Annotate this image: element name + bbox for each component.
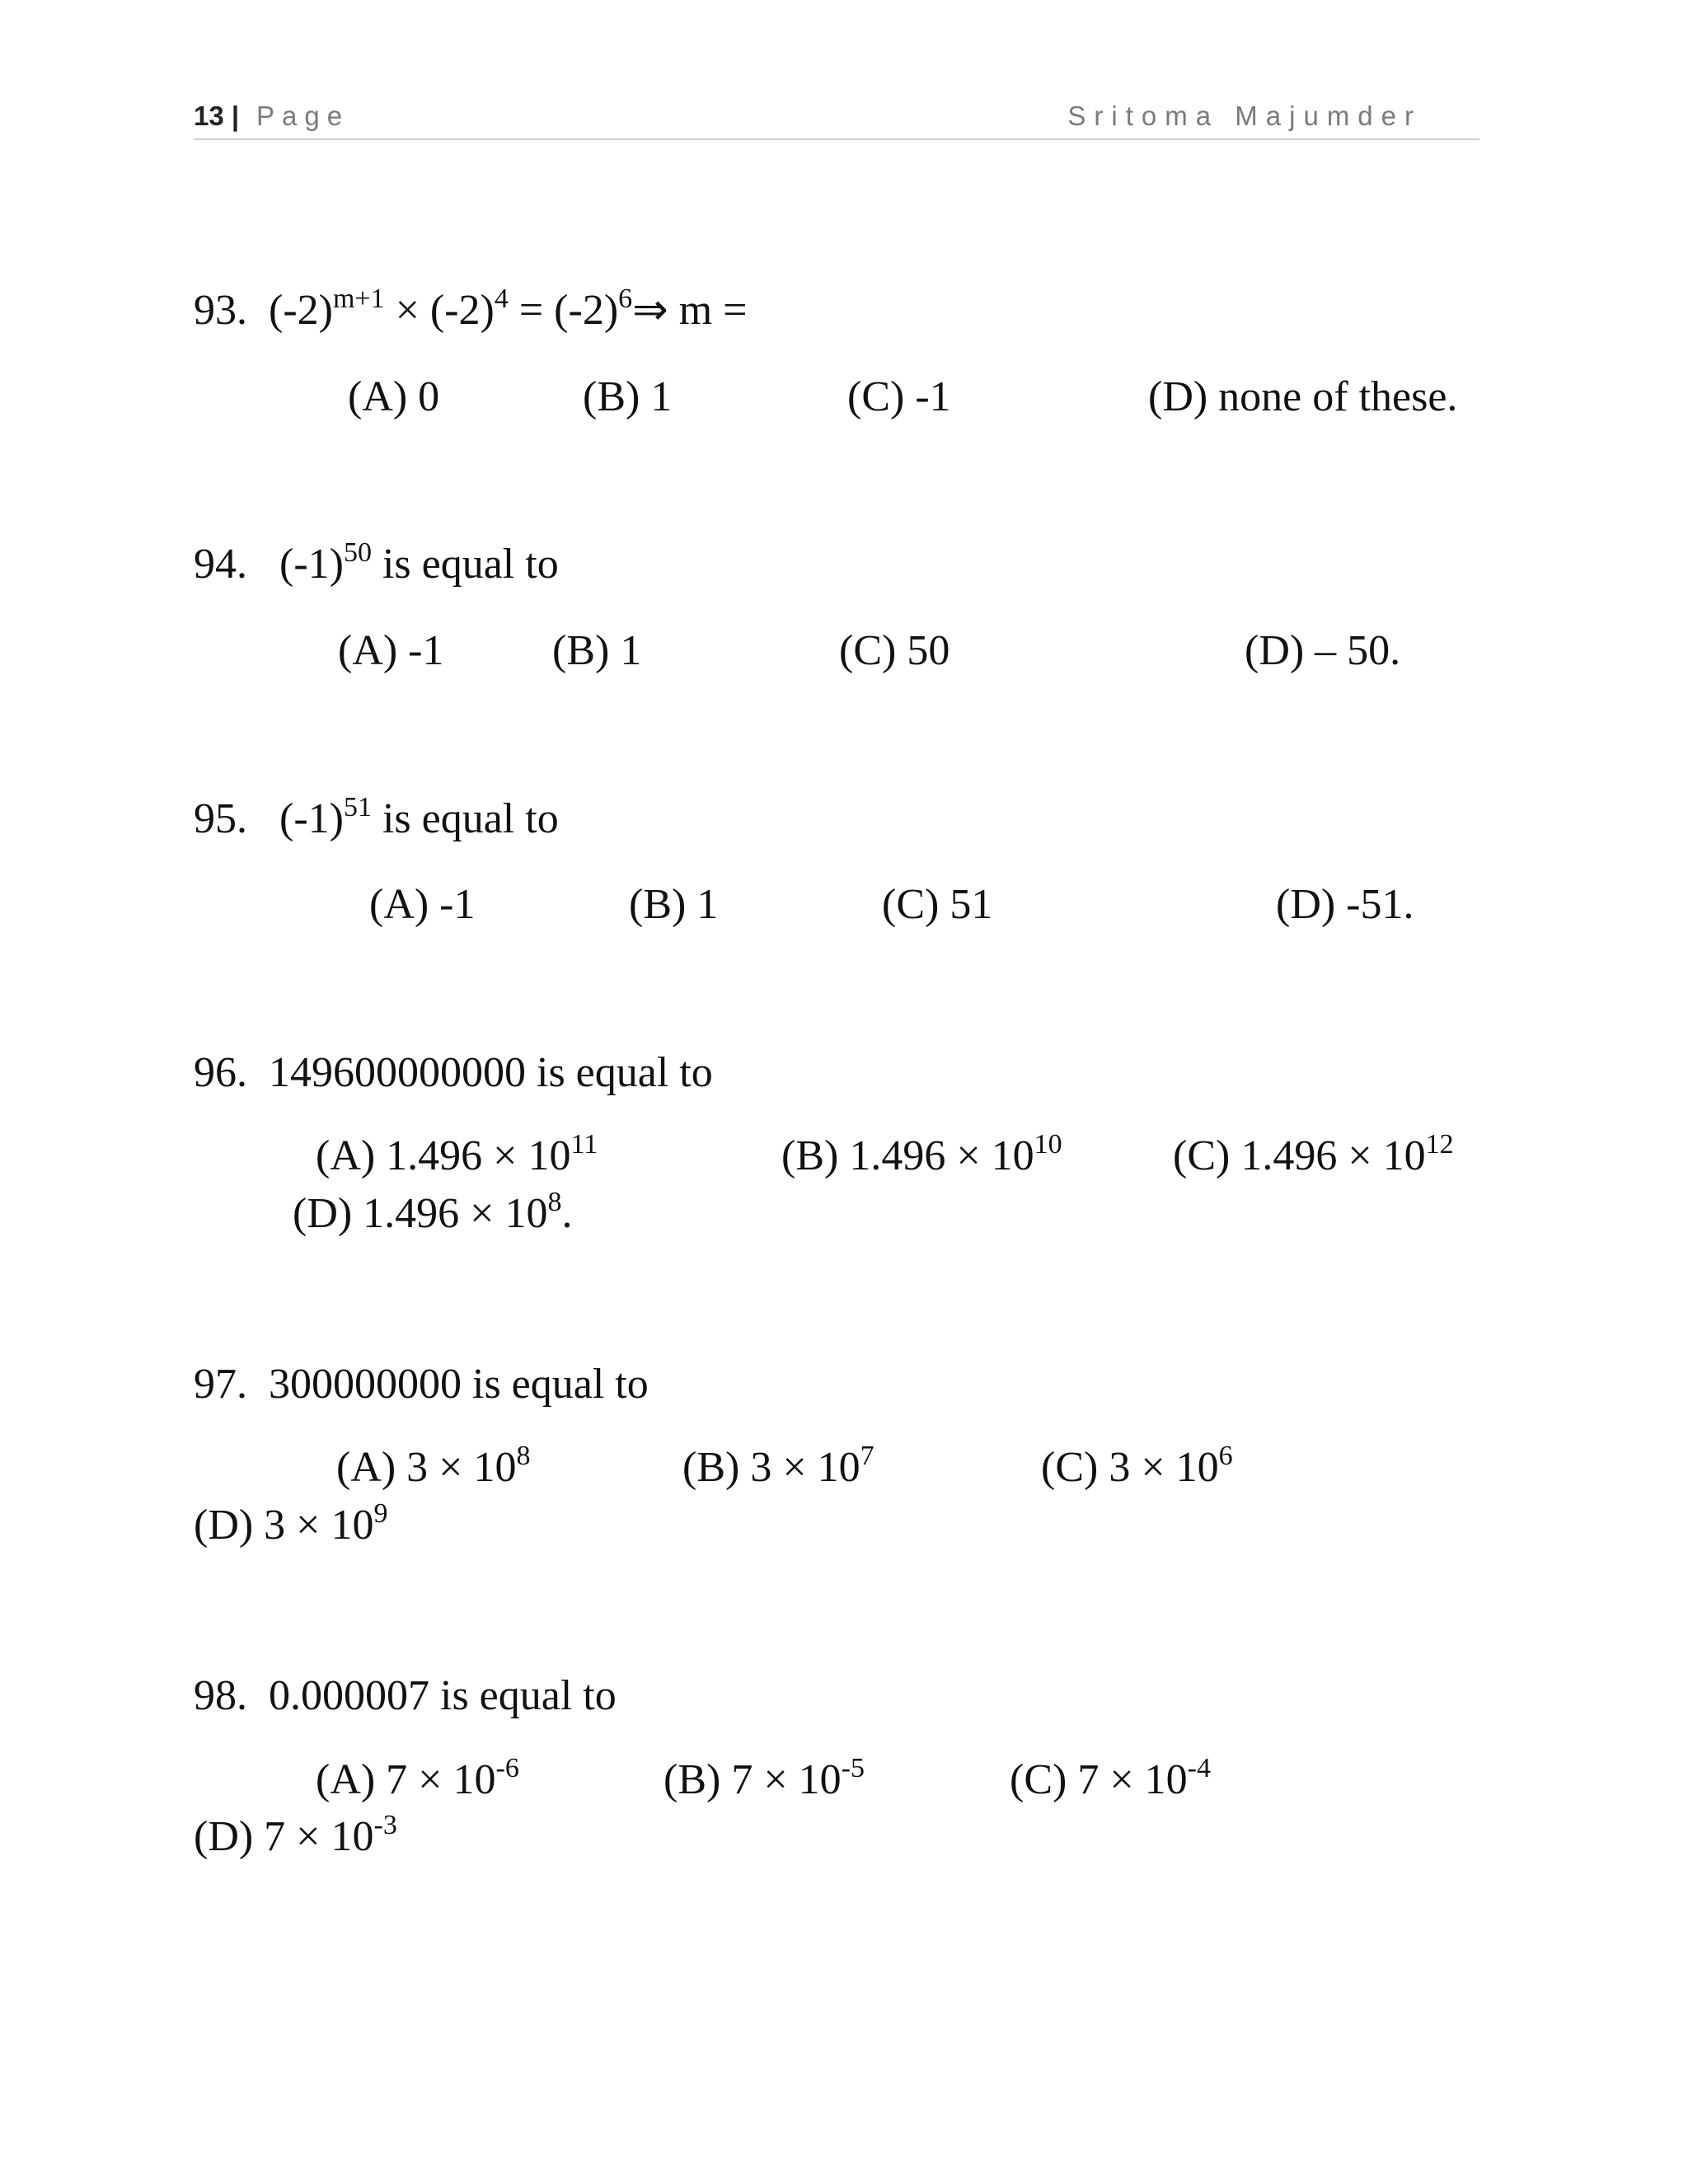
q94-option-d: (D) – 50. bbox=[1245, 627, 1401, 674]
q93-option-d: (D) none of these. bbox=[1148, 373, 1458, 420]
q98-option-d: (D) $7 \times 10^{-3}$ bbox=[194, 1810, 397, 1860]
q96-option-a: (A) $1.496 \times 10^{11}$ bbox=[316, 1129, 598, 1179]
q94-option-c: (C) 50 bbox=[839, 627, 950, 674]
q95-option-b: (B) 1 bbox=[629, 881, 719, 928]
q95-option-c: (C) 51 bbox=[882, 881, 993, 928]
question-97-stem: 97. 300000000 is equal to bbox=[194, 1361, 649, 1408]
q96-option-c: (C) $1.496 \times 10^{12}$ bbox=[1173, 1129, 1454, 1179]
q96-option-d: (D) $1.496 \times 10^8$. bbox=[293, 1187, 573, 1237]
q98-option-a: (A) $7 \times 10^{-6}$ bbox=[316, 1753, 519, 1803]
page-number: 13 | bbox=[194, 101, 240, 131]
page-label: Page bbox=[256, 101, 350, 131]
question-98-stem: 98. 0.000007 is equal to bbox=[194, 1672, 617, 1719]
q94-option-b: (B) 1 bbox=[552, 627, 642, 674]
q97-option-a: (A) $3 \times 10^8$ bbox=[336, 1441, 531, 1491]
author-name: Sritoma Majumder bbox=[1067, 101, 1422, 131]
q93-option-a: (A) 0 bbox=[348, 373, 440, 420]
question-96-stem: 96. 149600000000 is equal to bbox=[194, 1049, 713, 1096]
q93-option-b: (B) 1 bbox=[583, 373, 673, 420]
q95-option-d: (D) -51. bbox=[1276, 881, 1414, 928]
q98-option-b: (B) $7 \times 10^{-5}$ bbox=[663, 1753, 865, 1803]
question-95-stem: 95. $(-1)^{51}$ is equal to bbox=[194, 792, 559, 842]
q93-option-c: (C) -1 bbox=[847, 373, 951, 420]
q94-option-a: (A) -1 bbox=[338, 627, 444, 674]
question-93-stem: 93. $(-2)^{m+1} \times (-2)^4$ = $(-2)^6\Rightarrow$ m = bbox=[194, 284, 748, 334]
q98-option-c: (C) $7 \times 10^{-4}$ bbox=[1010, 1753, 1211, 1803]
q95-option-a: (A) -1 bbox=[369, 881, 476, 928]
question-94-stem: 94. $(-1)^{50}$ is equal to bbox=[194, 537, 559, 588]
page-header bbox=[194, 97, 1479, 140]
q96-option-b: (B) $1.496 \times 10^{10}$ bbox=[781, 1129, 1062, 1179]
q97-option-c: (C) $3 \times 10^6$ bbox=[1041, 1441, 1233, 1491]
q97-option-b: (B) $3 \times 10^7$ bbox=[682, 1441, 874, 1491]
q97-option-d: (D) $3 \times 10^9$ bbox=[194, 1498, 388, 1549]
